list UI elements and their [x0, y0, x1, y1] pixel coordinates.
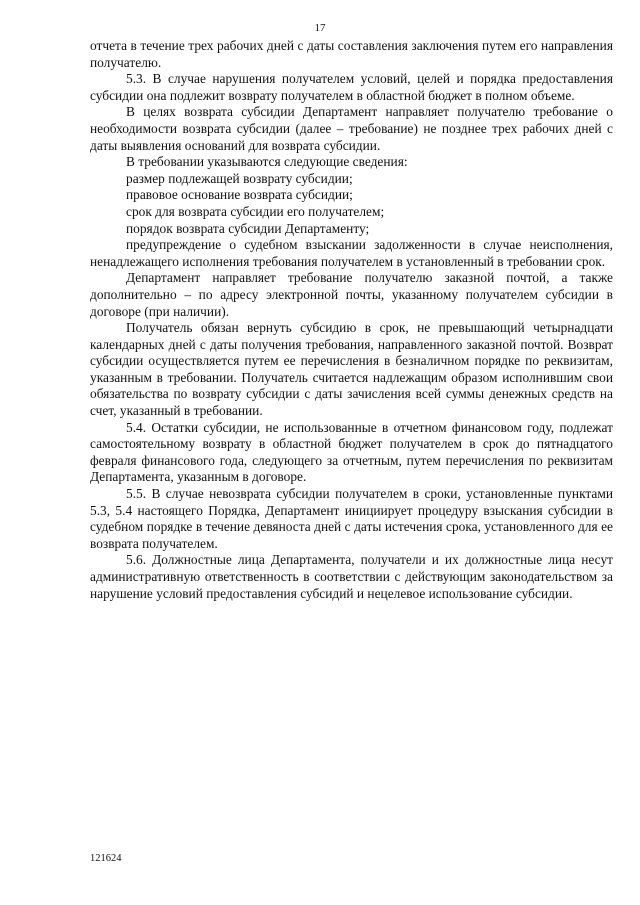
paragraph: 5.3. В случае нарушения получателем условий, целей и порядка предоставления субсидии она подлежит возврату получателем в областной бюджет в полном объеме. [90, 71, 613, 103]
list-item: срок для возврата субсидии его получателем; [126, 203, 385, 219]
paragraph: Получатель обязан вернуть субсидию в срок, не превышающий четырнадцати календарных дней с даты получения требования, направленного заказной почтой. Возврат субсидии осуществляется путем ее перечисления в безналичном порядке по реквизитам, указанным в требовании. Получатель считается надлежащим образом исполнившим свои обязательства по возврату субсидии с даты зачисления всей суммы денежных средств на счет, указанный в требовании. [90, 320, 613, 419]
paragraph: Департамент направляет требование получателю заказной почтой, а также дополнительно – по адресу электронной почты, указанному получателем субсидии в договоре (при наличии). [90, 270, 613, 319]
footer-code: 121624 [90, 853, 122, 864]
list-item: правовое основание возврата субсидии; [126, 187, 353, 203]
paragraph: В целях возврата субсидии Департамент направляет получателю требование о необходимости возврата субсидии (далее – требование) не позднее трех рабочих дней с даты выявления оснований для возврата субсидии. [90, 104, 613, 153]
list-item: размер подлежащей возврату субсидии; [126, 170, 353, 186]
paragraph: отчета в течение трех рабочих дней с даты составления заключения путем его направления получателю. [90, 38, 613, 70]
page-number: 17 [314, 22, 326, 34]
list-item: порядок возврата субсидии Департаменту; [126, 220, 370, 236]
paragraph: предупреждение о судебном взыскании задолженности в случае неисполнения, ненадлежащего исполнения требования получателем в установленный в требовании срок. [90, 237, 613, 269]
paragraph: 5.4. Остатки субсидии, не использованные в отчетном финансовом году, подлежат самостоятельному возврату в областной бюджет получателем в срок до пятнадцатого февраля финансового года, следующего за отчетным, путем перечисления по реквизитам Департамента, указанным в договоре. [90, 419, 613, 485]
paragraph: В требовании указываются следующие сведения: [126, 154, 408, 170]
paragraph: 5.5. В случае невозврата субсидии получателем в сроки, установленные пунктами 5.3, 5.4 настоящего Порядка, Департамент инициирует процедуру взыскания субсидии в судебном порядке в течение девяноста дней с даты истечения срока, установленного для ее возврата получателем. [90, 486, 613, 551]
document-body [90, 38, 613, 602]
paragraph: 5.6. Должностные лица Департамента, получатели и их должностные лица несут административную ответственность в соответствии с действующим законодательством за нарушение условий предоставления субсидий и нецелевое использование субсидии. [90, 552, 613, 601]
